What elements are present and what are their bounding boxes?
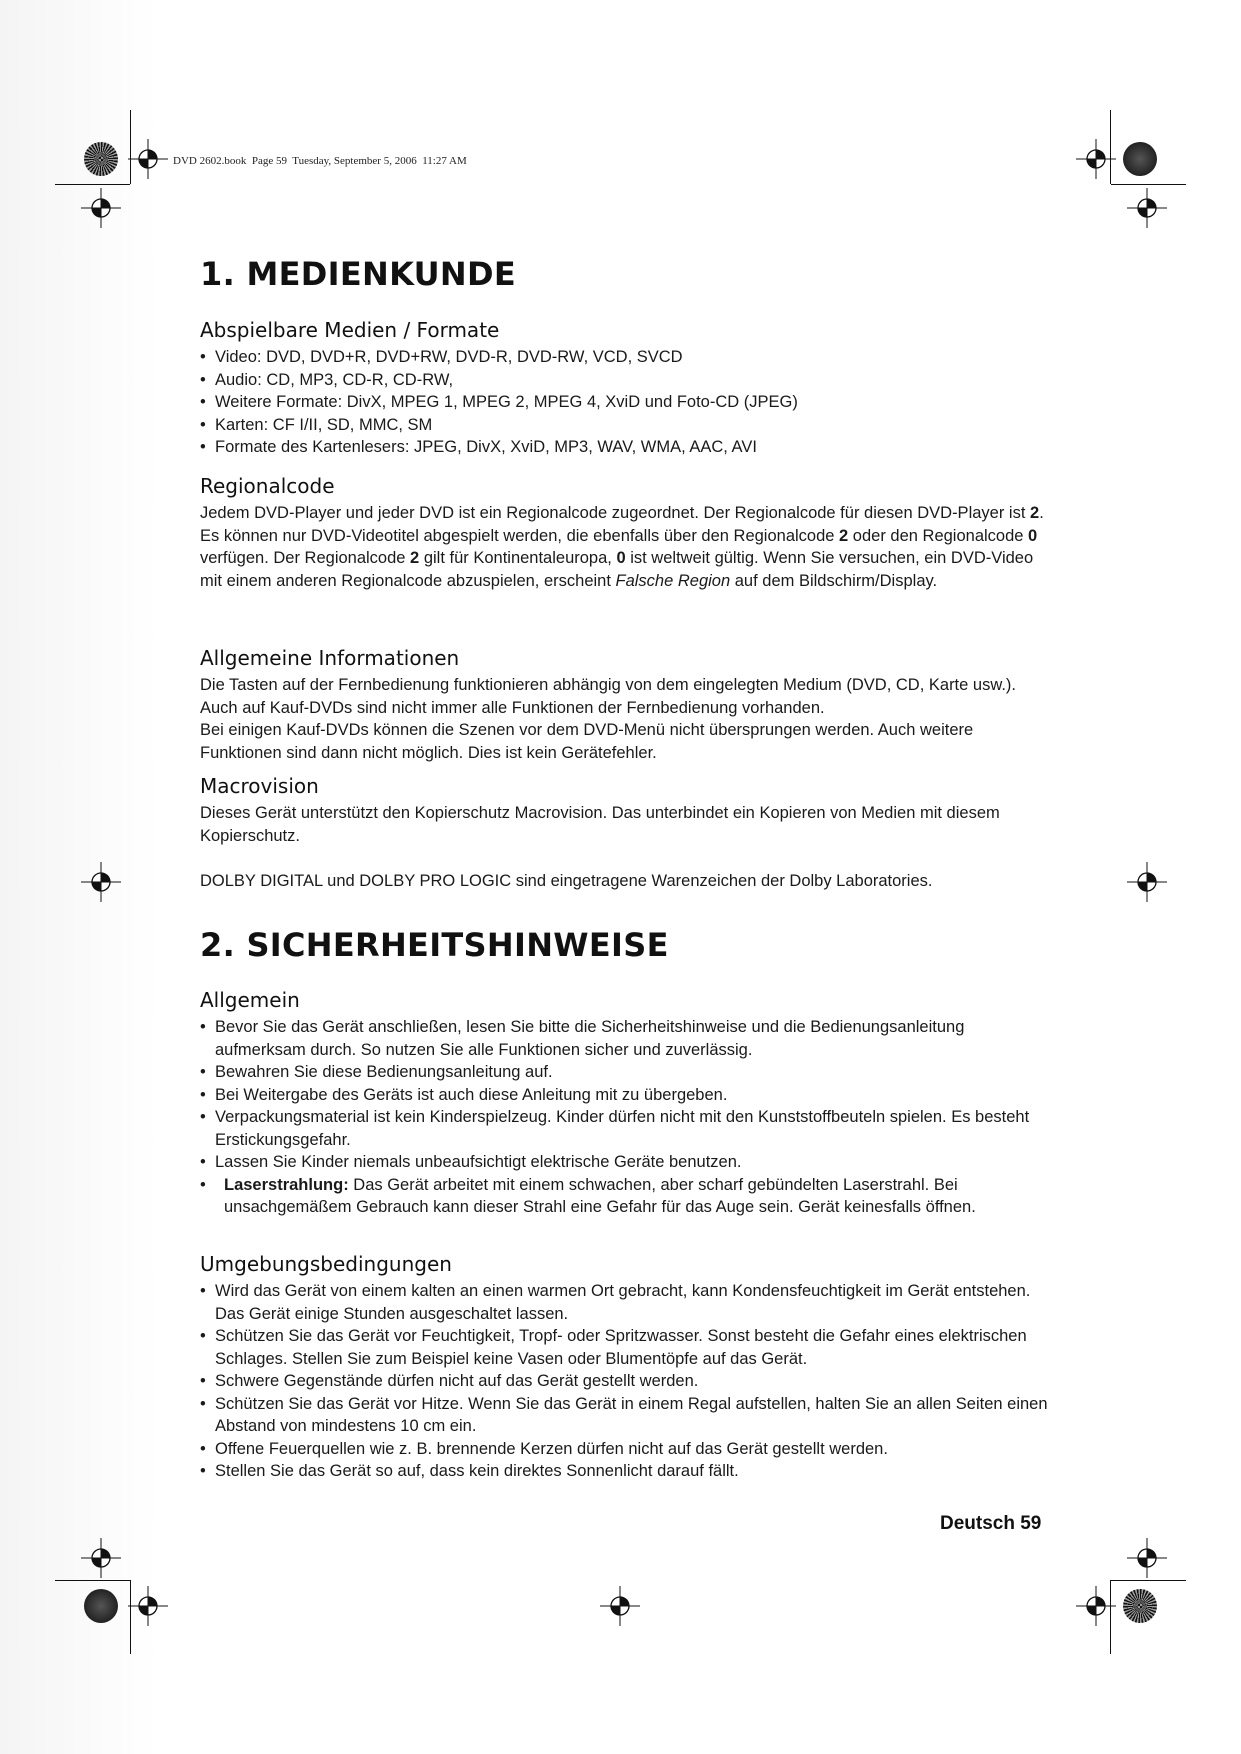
heading-environment: Umgebungsbedingungen bbox=[200, 1252, 452, 1276]
list-item: • Bewahren Sie diese Bedienungsanleitung auf. bbox=[200, 1061, 1050, 1084]
heading-macrovision: Macrovision bbox=[200, 774, 319, 798]
crop-line bbox=[55, 184, 130, 185]
crop-line bbox=[1111, 1580, 1186, 1581]
crop-line bbox=[130, 1580, 131, 1654]
crop-line bbox=[55, 1580, 130, 1581]
list-item: • Lassen Sie Kinder niemals unbeaufsichtigt elektrische Geräte benutzen. bbox=[200, 1151, 1050, 1174]
print-header: DVD 2602.book Page 59 Tuesday, September 5, 2006 11:27 AM bbox=[173, 155, 467, 167]
registration-mark-icon bbox=[128, 1586, 168, 1626]
registration-mark-icon bbox=[81, 862, 121, 902]
list-item: • Schützen Sie das Gerät vor Hitze. Wenn Sie das Gerät in einem Regal aufstellen, halten Sie an allen Seiten einen Abstand von mindestens 10 cm ein. bbox=[200, 1393, 1050, 1438]
list-item: • Offene Feuerquellen wie z. B. brennende Kerzen dürfen nicht auf das Gerät gestellt werden. bbox=[200, 1438, 1050, 1461]
crop-line bbox=[130, 110, 131, 184]
gray-target-icon bbox=[1123, 142, 1157, 176]
heading-general-information: Allgemeine Informationen bbox=[200, 646, 460, 670]
list-item: • Karten: CF I/II, SD, MMC, SM bbox=[200, 414, 1050, 437]
environment-list bbox=[200, 1280, 1050, 1483]
crop-line bbox=[1111, 184, 1186, 185]
registration-mark-icon bbox=[81, 1538, 121, 1578]
heading-region-code: Regionalcode bbox=[200, 474, 335, 498]
crop-line bbox=[1110, 1580, 1111, 1654]
list-item: • Bevor Sie das Gerät anschließen, lesen Sie bitte die Sicherheitshinweise und die Bedienungsanleitung aufmerksam durch. So nutzen Sie alle Funktionen sicher und zuverlässig. bbox=[200, 1016, 1050, 1061]
list-item: • Wird das Gerät von einem kalten an einen warmen Ort gebracht, kann Kondensfeuchtigkeit im Gerät entstehen. Das Gerät einige Stunden ausgeschaltet lassen. bbox=[200, 1280, 1050, 1325]
registration-mark-icon bbox=[81, 188, 121, 228]
macrovision-paragraph: Dieses Gerät unterstützt den Kopierschutz Macrovision. Das unterbindet ein Kopieren von Medien mit diesem Kopierschutz. bbox=[200, 804, 1000, 845]
registration-mark-icon bbox=[1127, 188, 1167, 228]
registration-mark-icon bbox=[600, 1586, 640, 1626]
general-information-paragraph: Die Tasten auf der Fernbedienung funktionieren abhängig von dem eingelegten Medium (DVD, CD, Karte usw.). Auch auf Kauf-DVDs sind nicht immer alle Funktionen der Fernbedienung vorhanden. Bei einigen Kauf-DVDs können die Szenen vor dem DVD-Menü nicht übersprungen werden. Auch weitere Funktionen sind dann nicht möglich. Dies ist kein Gerätefehler. bbox=[200, 676, 1017, 762]
list-item: • Video: DVD, DVD+R, DVD+RW, DVD-R, DVD-RW, VCD, SVCD bbox=[200, 346, 1050, 369]
list-item: • Schwere Gegenstände dürfen nicht auf das Gerät gestellt werden. bbox=[200, 1370, 1050, 1393]
list-item: • Audio: CD, MP3, CD-R, CD-RW, bbox=[200, 369, 1050, 392]
list-item: • Weitere Formate: DivX, MPEG 1, MPEG 2, MPEG 4, XviD und Foto-CD (JPEG) bbox=[200, 391, 1050, 414]
color-target-icon bbox=[84, 142, 118, 176]
gray-target-icon bbox=[84, 1589, 118, 1623]
section-title-safety: 2. SICHERHEITSHINWEISE bbox=[200, 926, 669, 964]
list-item: • Stellen Sie das Gerät so auf, dass kein direktes Sonnenlicht darauf fällt. bbox=[200, 1460, 1050, 1483]
list-item: • Verpackungsmaterial ist kein Kinderspielzeug. Kinder dürfen nicht mit den Kunststoffbeuteln spielen. Es besteht Erstickungsgefahr. bbox=[200, 1106, 1050, 1151]
page-footer: Deutsch 59 bbox=[940, 1513, 1042, 1534]
registration-mark-icon bbox=[1127, 862, 1167, 902]
safety-general-list bbox=[200, 1016, 1050, 1219]
heading-general: Allgemein bbox=[200, 988, 300, 1012]
list-item: • Schützen Sie das Gerät vor Feuchtigkeit, Tropf- oder Spritzwasser. Sonst besteht die Gefahr eines elektrischen Schlages. Stellen Sie zum Beispiel keine Vasen oder Blumentöpfe auf das Gerät. bbox=[200, 1325, 1050, 1370]
crop-line bbox=[1110, 110, 1111, 184]
dolby-trademark-note: DOLBY DIGITAL und DOLBY PRO LOGIC sind eingetragene Warenzeichen der Dolby Laboratories. bbox=[200, 872, 933, 890]
media-formats-list bbox=[200, 346, 1050, 459]
registration-mark-icon bbox=[128, 139, 168, 179]
list-item: • Formate des Kartenlesers: JPEG, DivX, XviD, MP3, WAV, WMA, AAC, AVI bbox=[200, 436, 1050, 459]
region-code-paragraph: Jedem DVD-Player und jeder DVD ist ein Regionalcode zugeordnet. Der Regionalcode für diesen DVD-Player ist 2. Es können nur DVD-Videotitel abgespielt werden, die ebenfalls über den Regionalcode 2 oder den Regionalcode 0 verfügen. Der Regionalcode 2 gilt für Kontinentaleuropa, 0 ist weltweit gültig. Wenn Sie versuchen, ein DVD-Video mit einem anderen Regionalcode abzuspielen, erscheint Falsche Region auf dem Bildschirm/Display. bbox=[200, 504, 1044, 590]
section-title-medienkunde: 1. MEDIENKUNDE bbox=[200, 255, 516, 293]
registration-mark-icon bbox=[1127, 1538, 1167, 1578]
list-item: • Bei Weitergabe des Geräts ist auch diese Anleitung mit zu übergeben. bbox=[200, 1084, 1050, 1107]
page-edge-shading bbox=[0, 0, 160, 1754]
color-target-icon bbox=[1123, 1589, 1157, 1623]
list-item-laser: • Laserstrahlung: Das Gerät arbeitet mit einem schwachen, aber scharf gebündelten Laserstrahl. Bei unsachgemäßem Gebrauch kann dieser Strahl eine Gefahr für das Auge sein. Gerät keinesfalls öffnen. bbox=[200, 1174, 1050, 1219]
heading-media-formats: Abspielbare Medien / Formate bbox=[200, 318, 500, 342]
